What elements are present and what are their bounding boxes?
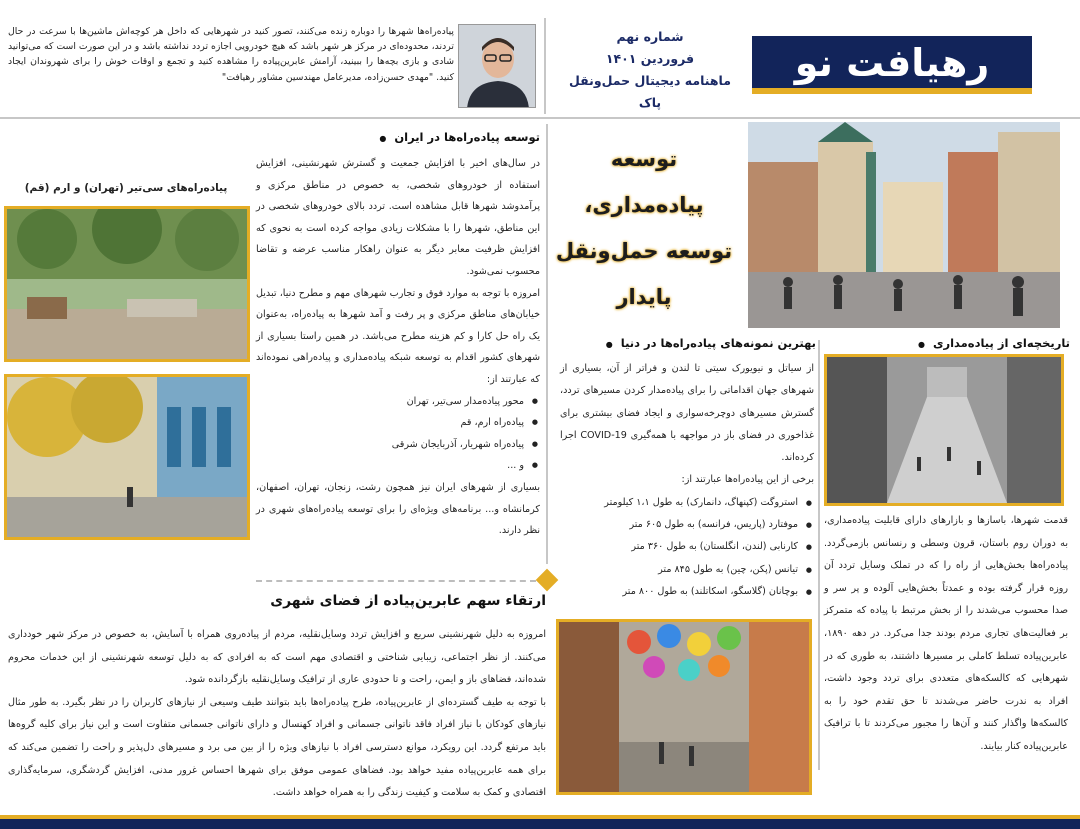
sec-iran-list bbox=[256, 391, 540, 477]
headline-line-1: توسعه پیاده‌مداری، bbox=[584, 147, 704, 217]
issue-date: فروردین ۱۴۰۱ bbox=[605, 51, 695, 66]
sec-share-p2: با توجه به طیف گسترده‌ای از عابرین‌پیاده، طرح پیاده‌راه‌ها باید بتوانند طیف وسیعی از نیازهای کاربران را در نظر بگیرد. به طور مثال نیازهای کودکان با نیاز افراد فاقد ناتوانی جسمانی و افراد کهنسال و دارای ناتوانی جسمانی متفاوت است و این نیاز برای کلیه گروه‌ها باید مرتفع گردد. این رویکرد، موانع دسترسی افراد با نیازهای ویژه را از بین می برد و مسیرهای دل‌پذیر و راحت را تضمین می‌کند که برای همه عابرین‌پیاده مفید خواهد بود. فضاهای عمومی موفق برای شهرها احساس غرور مدنی، افزایش گردشگری، سرمایه‌گذاری اقتصادی و کمک به سلامت و کیفیت زندگی را به همراه خواهد داشت. bbox=[8, 696, 546, 799]
sec-iran-p1: در سال‌های اخیر با افزایش جمعیت و گسترش شهرنشینی، افزایش استفاده از خودروهای شخصی، به خصوص در مناطق مرکزی و پرآمدوشد شهرها قابل مشاهده است. تردد بالای خودروهای شخصی در این مناطق، شهرها را با مشکلات زیادی مواجه کرده است به نحوی که افزایش ظرفیت معابر دیگر به عنوان راهکار مناسب عرضه و تقاضا محسوب نمی‌شود. bbox=[256, 158, 540, 277]
bullet-icon: ● bbox=[917, 340, 925, 349]
issue-subtitle: ماهنامه دیجیتال حمل‌ونقل پاک bbox=[569, 73, 731, 110]
sec-world-p2: برخی از این پیاده‌راه‌ها عبارتند از: bbox=[681, 474, 814, 486]
issue-number: شماره نهم bbox=[616, 29, 684, 44]
copenhagen-square-photo bbox=[748, 122, 1060, 328]
list-item: ● محور پیاده‌مدار سی‌تیر، تهران bbox=[256, 391, 524, 413]
sec-iran-body bbox=[256, 153, 540, 542]
list-item: ● بوچانان (گلاسگو، اسکاتلند) به طول ۸۰۰ متر bbox=[560, 581, 798, 603]
sec-share-body bbox=[8, 624, 546, 805]
issue-info bbox=[560, 26, 740, 114]
publication-logo bbox=[752, 22, 1048, 104]
list-item: ● پیاده‌راه ارم، قم bbox=[256, 412, 524, 434]
list-item: ● استروگت (کپنهاگ، دانمارک) به طول ۱،۱ کیلومتر bbox=[560, 492, 798, 514]
list-item: ● کارنابی (لندن، انگلستان) به طول ۳۶۰ متر bbox=[560, 536, 798, 558]
sec-share-title: ارتقاء سهم عابرین‌پیاده از فضای شهری bbox=[270, 593, 546, 609]
bullet-icon: ● bbox=[605, 340, 613, 349]
logo-text: رهیافت نو bbox=[794, 41, 990, 85]
sec-world-p1: از سیاتل و نیویورک سیتی تا لندن و فراتر از آن، بسیاری از شهرهای جهان اقداماتی را برای پیاده‌مدار کردن مسیرهای تردد، گسترش مسیرهای دوچرخه‌سواری و ایجاد فضای بیشتری برای غذاخوری در فضای باز در مواجهه با همه‌گیری COVID-19 اجرا کرده‌اند. bbox=[560, 363, 814, 464]
author-portrait bbox=[458, 24, 536, 108]
column-divider bbox=[546, 124, 548, 564]
editorial-quote: پیاده‌راه‌ها شهرها را دوباره زنده می‌کنند، تصور کنید در شهرهایی که داخل هر کوچه‌اش ماشین‌ها با سرعت در حال تردند، محدوده‌ای در مرکز هر شهر باشد که هیچ خودرویی اجازه تردد نداشته باشد و در این صورت است که می‌توانید شادی و بازی بچه‌ها را ببینید، آرامش عابرین‌پیاده را مشاهده کنید و تجمع و اوقات خوش را برای شهروندان ایجاد کنید. "مهدی حسن‌زاده، مدیرعامل مهندسین مشاور رهیافت" bbox=[8, 26, 454, 83]
sec-world-body bbox=[560, 358, 814, 603]
sec-iran-p2: امروزه با توجه به موارد فوق و تجارب شهرهای مهم و مطرح دنیا، تبدیل خیابان‌های مناطق مرکزی و پر رفت و آمد شهرها به پیاده‌راه، به‌عنوان یک راه حل کارا و کم هزینه مطرح می‌باشد. در همین راستا بسیاری از شهرهای کشور اقدام به توسعه شبکه پیاده‌مداری و پیاده‌راهی نموده‌اند که عبارتند از: bbox=[256, 287, 540, 385]
list-item: ● و ... bbox=[256, 455, 524, 477]
sec-history-title: تاریخچه‌ای از پیاده‌مداری ● bbox=[917, 336, 1070, 350]
list-item: ● موفتارد (پاریس، فرانسه) به طول ۶۰۵ متر bbox=[560, 514, 798, 536]
sec-iran-title: توسعه پیاده‌راه‌ها در ایران ● bbox=[379, 130, 540, 144]
sec-history-body: قدمت شهرها، باسازها و بازارهای دارای قابلیت پیاده‌مداری، به دوران روم باستان، قرون وسطی و رنسانس بازمی‌گردد. پیاده‌راه‌ها بخش‌هایی از راه را که در تملک وسایل تردد آن روزه قرار گرفته بوده و عمدتاً بخش‌هایی آلوده و پر سر و صدا محسوب می‌شدند را از بخش مرتبط با پیاده که متمرکز بر فعالیت‌های تجاری مردم بودند جدا می‌کرد. در دهه ۱۸۹۰، عابرین‌پیاده تسلط کاملی بر مسیرها داشتند، به طوری که در شهرهایی که کالسکه‌های متعددی برای تردد وجود داشت، افراد به ندرت حاضر می‌شدند تا حق تقدم خود را به کالسکه‌ها واگذار کنند و آن‌ها را مجبور می‌کردند تا با ترافیک عابرین‌پیاده کنار بیایند. bbox=[824, 515, 1068, 752]
diamond-ornament bbox=[536, 569, 559, 592]
headline-line-2: توسعه حمل‌ونقل پایدار bbox=[555, 239, 733, 309]
sitir-pedestrian-photo bbox=[4, 206, 250, 362]
main-headline bbox=[548, 136, 740, 320]
bullet-icon: ● bbox=[379, 134, 387, 143]
list-item: ● پیاده‌راه شهریار، آذربایجان شرقی bbox=[256, 434, 524, 456]
umbrella-street-photo bbox=[556, 619, 812, 795]
sec-iran-p3: بسیاری از شهرهای ایران نیز همچون رشت، زنجان، تهران، اصفهان، کرمانشاه و... برنامه‌های ویژه‌ای را برای توسعه پیاده‌راه‌های شهری در نظر دارند. bbox=[256, 481, 540, 537]
photo-caption: پیاده‌راه‌های سی‌تیر (تهران) و ارم (قم) bbox=[24, 182, 228, 194]
footer-band bbox=[0, 815, 1080, 829]
sec-world-title: بهترین نمونه‌های پیاده‌راه‌ها در دنیا ● bbox=[605, 336, 816, 350]
column-divider-right bbox=[818, 340, 820, 770]
header-divider bbox=[544, 18, 546, 114]
historic-street-photo bbox=[824, 354, 1064, 506]
list-item: ● تیانس (پکن، چین) به طول ۸۴۵ متر bbox=[560, 559, 798, 581]
header-rule bbox=[0, 117, 1080, 119]
sec-share-p1: امروزه به دلیل شهرنشینی سریع و افزایش تردد وسایل‌نقلیه، مردم از پیاده‌روی همراه با آسایش، به خصوص در مرکز شهر خودداری می‌کنند. از نظر اجتماعی، زیبایی شناختی و اقتصادی مهم است که به افرادی که به دلیل توسعه شهرنشینی از این خدمات محروم شده‌اند، فضاهای باز و ایمن، راحت و تا حدودی عاری از ترافیک وسایل‌نقلیه بازگردانده شود. bbox=[8, 629, 546, 686]
section-separator bbox=[256, 580, 536, 582]
eram-pedestrian-photo bbox=[4, 374, 250, 540]
sec-world-list bbox=[560, 492, 814, 603]
